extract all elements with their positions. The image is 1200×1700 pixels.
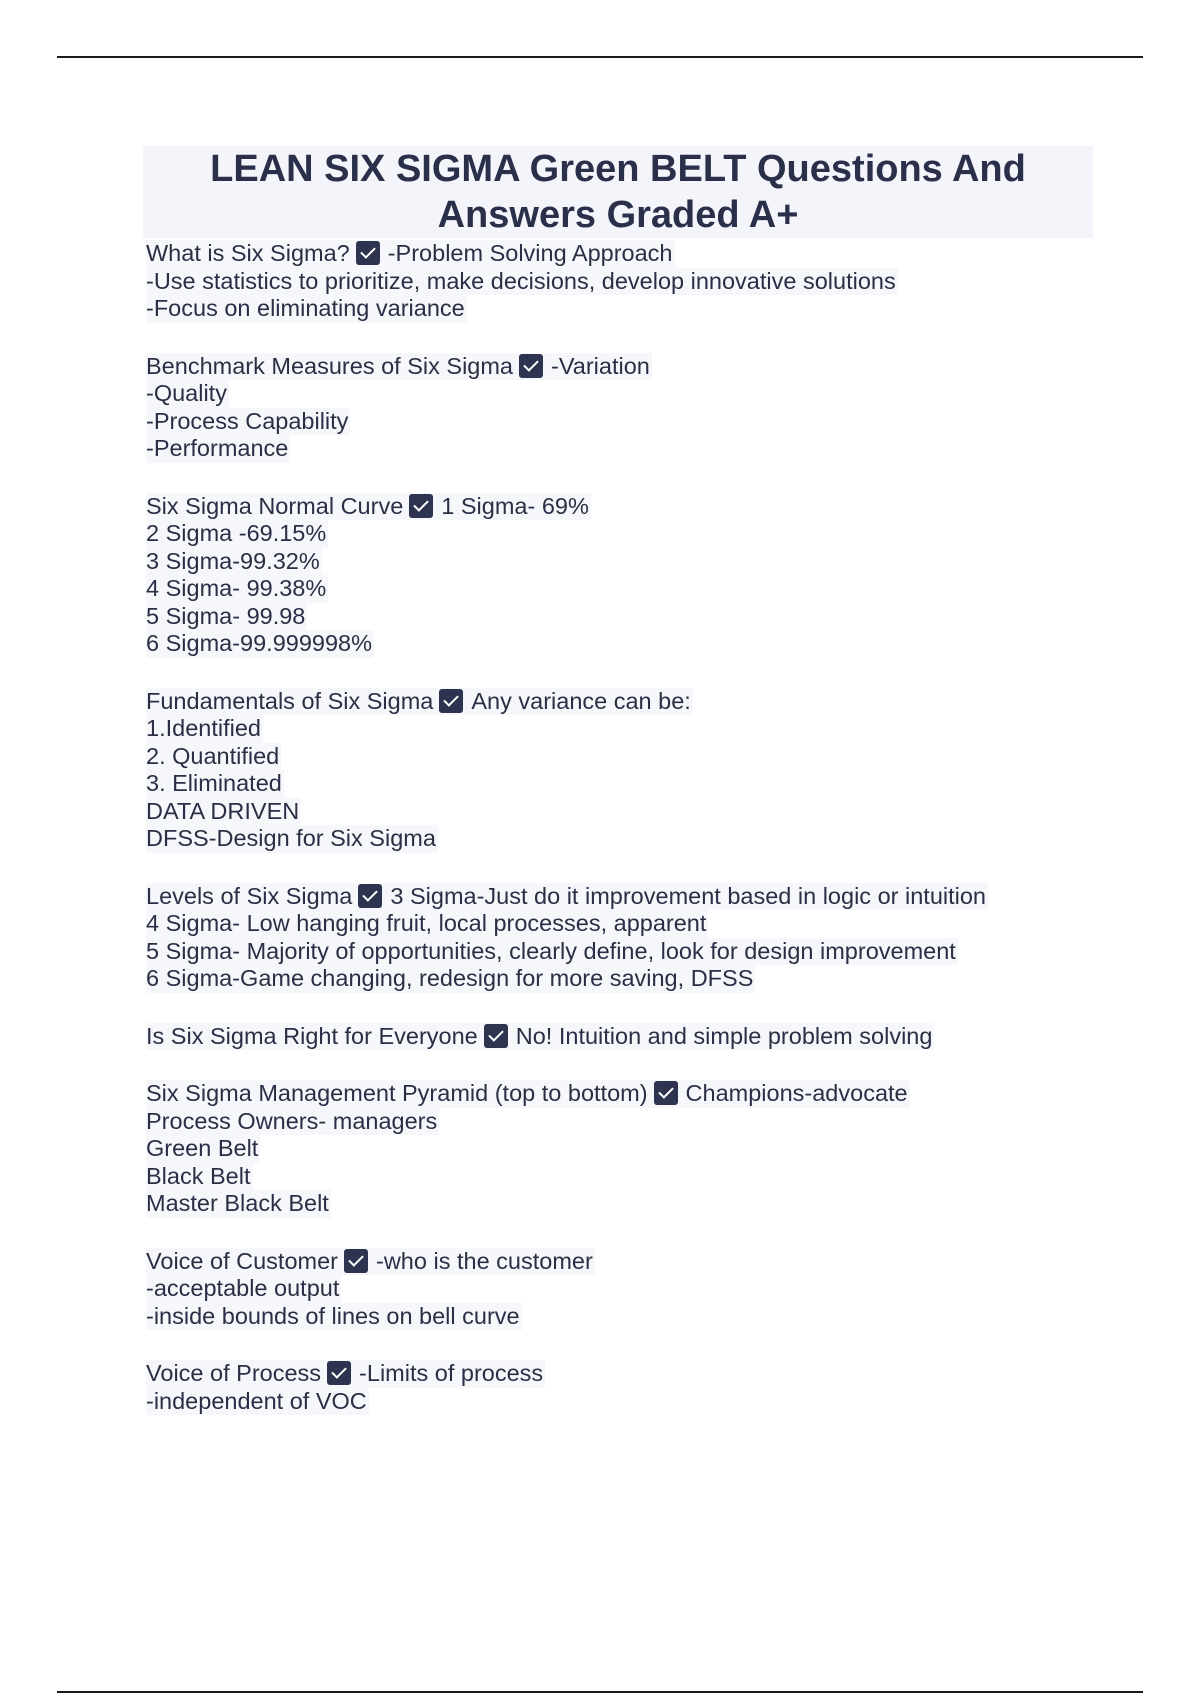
answer-line: 5 Sigma- Majority of opportunities, clearly define, look for design improvement (146, 937, 956, 964)
answer-line: 2 Sigma -69.15% (146, 520, 327, 546)
checkmark-icon (344, 1249, 368, 1273)
answer-line: Black Belt (146, 1162, 251, 1189)
qa-question-line (146, 493, 591, 521)
answer-text: -Problem Solving Approach (387, 240, 673, 266)
qa-question-line (146, 1080, 910, 1108)
checkmark-icon (519, 354, 543, 378)
answer-line: -inside bounds of lines on bell curve (146, 1302, 520, 1329)
document-title (143, 146, 1093, 238)
answer-line: 3. Eliminated (146, 770, 282, 796)
qa-item (146, 353, 1086, 463)
answer-line: Process Owners- managers (146, 1107, 438, 1134)
answer-line: 6 Sigma-Game changing, redesign for more saving, DFSS (146, 965, 754, 991)
question-text: Six Sigma Management Pyramid (top to bottom) (146, 1080, 648, 1106)
answer-line: DFSS-Design for Six Sigma (146, 825, 436, 851)
qa-item (146, 1023, 1086, 1051)
qa-item (146, 688, 1086, 853)
answer-text: Any variance can be: (471, 687, 691, 714)
answer-text: Champions-advocate (685, 1080, 908, 1106)
qa-item (146, 1080, 1086, 1218)
qa-question-line (146, 240, 675, 268)
question-text: Voice of Process (146, 1360, 322, 1386)
qa-question-line (146, 353, 652, 381)
qa-item (146, 1248, 1086, 1331)
answer-text: -Variation (551, 352, 650, 379)
answer-line: 6 Sigma-99.999998% (146, 630, 373, 656)
checkmark-icon (409, 494, 433, 518)
answer-line: -Quality (146, 380, 227, 406)
answer-text: -Limits of process (359, 1360, 544, 1386)
question-text: Is Six Sigma Right for Everyone (146, 1022, 478, 1049)
qa-question-line (146, 1023, 934, 1051)
qa-item (146, 1360, 1086, 1415)
checkmark-icon (439, 689, 463, 713)
question-text: What is Six Sigma? (146, 240, 350, 266)
qa-list (146, 240, 1086, 1445)
answer-text: -who is the customer (376, 1247, 593, 1274)
answer-line: 2. Quantified (146, 742, 280, 769)
bottom-rule (57, 1691, 1143, 1693)
answer-line: -independent of VOC (146, 1387, 367, 1414)
answer-line: -Process Capability (146, 407, 349, 434)
answer-line: 4 Sigma- 99.38% (146, 575, 327, 601)
checkmark-icon (484, 1024, 508, 1048)
answer-line: 3 Sigma-99.32% (146, 547, 320, 574)
answer-line: 5 Sigma- 99.98 (146, 602, 306, 629)
title-line-1: LEAN SIX SIGMA Green BELT Questions And (210, 148, 1026, 190)
qa-item (146, 493, 1086, 658)
qa-question-line (146, 883, 988, 911)
answer-line: -Focus on eliminating variance (146, 295, 465, 321)
answer-line: Green Belt (146, 1135, 259, 1161)
checkmark-icon (327, 1361, 351, 1385)
top-rule (57, 56, 1143, 58)
answer-line: DATA DRIVEN (146, 797, 300, 824)
answer-line: -Use statistics to prioritize, make decisions, develop innovative solutions (146, 267, 896, 294)
question-text: Benchmark Measures of Six Sigma (146, 352, 514, 379)
answer-text: 3 Sigma-Just do it improvement based in logic or intuition (390, 882, 986, 909)
qa-item (146, 240, 1086, 323)
qa-item (146, 883, 1086, 993)
checkmark-icon (358, 884, 382, 908)
question-text: Voice of Customer (146, 1247, 339, 1274)
answer-line: 4 Sigma- Low hanging fruit, local processes, apparent (146, 910, 707, 936)
qa-question-line (146, 688, 693, 716)
answer-line: 1.Identified (146, 715, 261, 741)
checkmark-icon (654, 1081, 678, 1105)
answer-line: Master Black Belt (146, 1190, 329, 1216)
qa-question-line (146, 1360, 545, 1388)
title-line-2: Answers Graded A+ (437, 194, 799, 236)
question-text: Levels of Six Sigma (146, 882, 353, 909)
question-text: Six Sigma Normal Curve (146, 492, 404, 519)
answer-line: -Performance (146, 435, 289, 461)
checkmark-icon (356, 241, 380, 265)
question-text: Fundamentals of Six Sigma (146, 687, 434, 714)
answer-line: -acceptable output (146, 1275, 340, 1301)
answer-text: No! Intuition and simple problem solving (515, 1022, 933, 1049)
answer-text: 1 Sigma- 69% (441, 492, 589, 519)
qa-question-line (146, 1248, 595, 1276)
